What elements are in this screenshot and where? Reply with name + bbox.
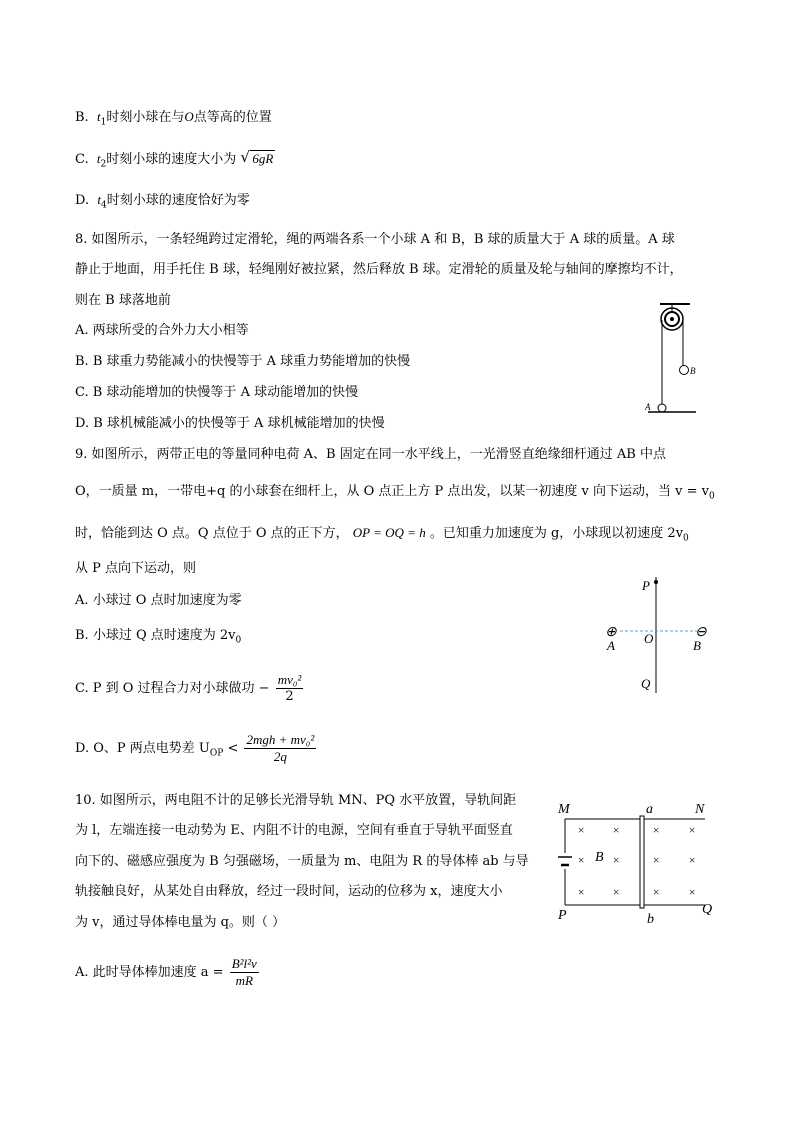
q9-option-c: C. P 到 O 过程合力对小球做功 − $\frac{\text{mv₀²}}{2}$: [75, 672, 302, 704]
q10-stem-2: 为 l，左端连接一电动势为 E、内阻不计的电源，空间有垂直于导轨平面竖直: [75, 823, 513, 838]
rails-label-field: B: [595, 850, 604, 865]
q8-option-c: C. B 球动能增加的快慢等于 A 球动能增加的快慢: [75, 385, 359, 400]
q8-option-d: D. B 球机械能减小的快慢等于 A 球机械能增加的快慢: [75, 416, 385, 431]
charges-label-q: Q: [641, 676, 651, 691]
q10-option-a: A. 此时导体棒加速度 a = $\frac{\text{B²l²v}}{mR}$: [75, 956, 257, 988]
field-cross-icon: ×: [652, 853, 661, 867]
field-cross-icon: ×: [577, 885, 586, 899]
field-cross-icon: ×: [652, 823, 661, 837]
rails-figure: [550, 795, 725, 925]
field-cross-icon: ×: [688, 853, 697, 867]
q8-option-b: B. B 球重力势能减小的快慢等于 A 球重力势能增加的快慢: [75, 354, 411, 369]
charges-label-b: B: [693, 638, 701, 653]
q7-option-b: B. $t_1$时刻小球在与O点等高的位置: [75, 109, 272, 128]
field-cross-icon: ×: [688, 885, 697, 899]
q9-stem-2: O，一质量 m，一带电+q 的小球套在细杆上，从 O 点正上方 P 点出发，以某一初速度 v 向下运动，当 $v = v_0$: [75, 484, 715, 502]
field-cross-icon: ×: [688, 823, 697, 837]
q10-stem-5: 为 v，通过导体棒电量为 q。则（ ）: [75, 915, 286, 930]
q10-stem-3: 向下的、磁感应强度为 B 匀强磁场，一质量为 m、电阻为 R 的导体棒 ab 与导: [75, 854, 529, 869]
field-cross-icon: ×: [577, 853, 586, 867]
q9-stem-3: 时，恰能到达 O 点。Q 点位于 O 点的正下方， OP = OQ = h 。已知重力加速度为 g，小球现以初速度 $2v_0$: [75, 525, 689, 544]
rails-label-q: Q: [702, 902, 713, 917]
pulley-figure: [640, 300, 700, 415]
q8-option-a: A. 两球所受的合外力大小相等: [75, 323, 249, 338]
pulley-label-b: B: [690, 366, 696, 376]
q9-option-b: B. 小球过 Q 点时速度为 $2v_0$: [75, 628, 242, 646]
q8-stem-1: 8. 如图所示，一条轻绳跨过定滑轮，绳的两端各系一个小球 A 和 B，B 球的质量大于 A 球的质量。A 球: [75, 232, 675, 247]
q10-stem-4: 轨接触良好，从某处自由释放，经过一段时间，运动的位移为 x，速度大小: [75, 884, 503, 899]
field-cross-icon: ×: [612, 823, 621, 837]
q7-option-c: C. $t_2$时刻小球的速度大小为 √ 6gR: [75, 150, 275, 174]
charges-figure: [600, 575, 720, 695]
q9-stem-1: 9. 如图所示，两带正电的等量同种电荷 A、B 固定在同一水平线上，一光滑竖直绝缘细杆通过 AB 中点: [75, 447, 666, 462]
rails-label-b: b: [647, 912, 654, 925]
q10-stem-1: 10. 如图所示，两电阻不计的足够长光滑导轨 MN、PQ 水平放置，导轨间距: [75, 793, 517, 808]
pulley-label-a: A: [645, 402, 651, 412]
field-cross-icon: ×: [612, 885, 621, 899]
rails-label-n: N: [695, 802, 705, 817]
charge-minus-icon: ⊖: [695, 625, 707, 640]
rails-label-a: a: [646, 802, 653, 817]
q8-stem-3: 则在 B 球落地前: [75, 293, 171, 308]
q7-option-d: D. $t_4$时刻小球的速度恰好为零: [75, 192, 250, 211]
rails-label-m: M: [558, 802, 570, 817]
rails-label-p: P: [558, 908, 567, 923]
charges-label-o: O: [644, 631, 654, 646]
q9-stem-4: 从 P 点向下运动，则: [75, 561, 197, 576]
q9-option-d: D. O、P 两点电势差 $U_{OP}$ < $\frac{\text{2mgh + mv₀²}}{2q}$: [75, 732, 315, 764]
charges-label-a: A: [607, 638, 615, 653]
field-cross-icon: ×: [612, 853, 621, 867]
q8-stem-2: 静止于地面，用手托住 B 球，轻绳刚好被拉紧，然后释放 B 球。定滑轮的质量及轮与轴间的摩擦均不计，: [75, 262, 683, 277]
charge-plus-icon: ⊕: [605, 625, 617, 640]
field-cross-icon: ×: [577, 823, 586, 837]
q9-option-a: A. 小球过 O 点时加速度为零: [75, 593, 242, 608]
charges-label-p: P: [642, 578, 650, 593]
field-cross-icon: ×: [652, 885, 661, 899]
